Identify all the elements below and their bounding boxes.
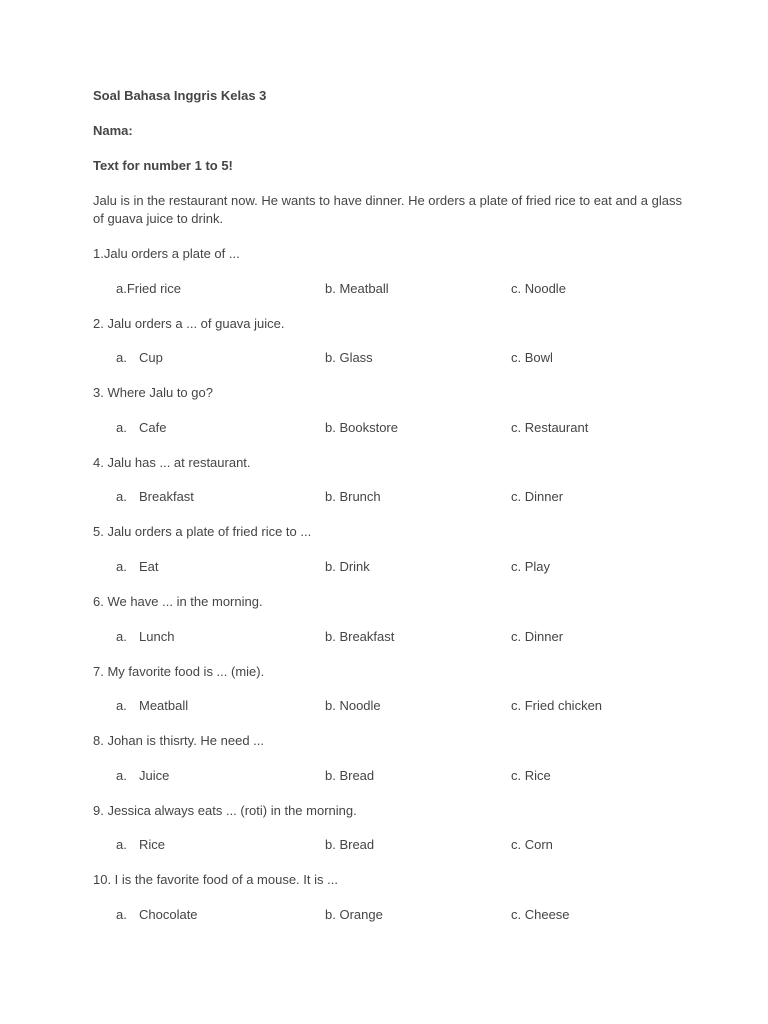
option-a: [116, 488, 194, 506]
question-text: 6. We have ... in the morning.: [93, 594, 263, 609]
option-letter: a.: [116, 489, 127, 505]
option-a-text: Rice: [139, 837, 166, 853]
option-a: [116, 349, 163, 367]
reading-passage: Jalu is in the restaurant now. He wants to have dinner. He orders a plate of fried rice to eat and a glass of guava juice to drink.: [93, 193, 682, 226]
question-text: 3. Where Jalu to go?: [93, 385, 213, 401]
document-title: Soal Bahasa Inggris Kelas 3: [93, 88, 267, 103]
option-b: b. Glass: [325, 350, 373, 366]
option-a-text: Chocolate: [139, 906, 198, 922]
option-c: c. Cheese: [511, 906, 570, 922]
option-c: c. Play: [511, 558, 551, 574]
option-a: a.Fried rice: [116, 280, 182, 296]
option-letter: a.: [116, 419, 127, 435]
question-text: 2. Jalu orders a ... of guava juice.: [93, 315, 285, 331]
option-a-text: Cup: [139, 350, 163, 366]
option-a-text: Cafe: [139, 419, 167, 435]
question-text: 1.Jalu orders a plate of ...: [93, 246, 240, 261]
option-c: c. Bowl: [511, 350, 553, 366]
option-b: b. Bread: [325, 837, 375, 853]
option-a: [116, 697, 188, 715]
instruction: Text for number 1 to 5!: [93, 158, 233, 173]
question-text: 9. Jessica always eats ... (roti) in the morning.: [93, 802, 357, 818]
option-c: c. Restaurant: [511, 419, 589, 435]
option-a-text: Meatball: [139, 698, 189, 714]
option-b: b. Noodle: [325, 698, 381, 714]
option-c: c. Fried chicken: [511, 698, 603, 714]
option-letter: a.: [116, 906, 127, 922]
option-b: b. Drink: [325, 558, 370, 574]
option-a: [116, 767, 169, 785]
option-a: [116, 558, 159, 576]
option-a: [116, 419, 166, 437]
option-b: b. Bookstore: [325, 419, 398, 435]
option-letter: a.: [116, 558, 127, 574]
option-c: c. Dinner: [511, 489, 564, 505]
option-a-text: Juice: [139, 767, 170, 783]
option-b: b. Brunch: [325, 489, 381, 505]
option-a-text: Breakfast: [139, 489, 194, 505]
option-c: c. Rice: [511, 767, 551, 783]
question-text: 4. Jalu has ... at restaurant.: [93, 454, 251, 470]
question-text: 8. Johan is thisrty. He need ...: [93, 733, 265, 749]
question-text: 10. I is the favorite food of a mouse. It is ...: [93, 872, 338, 888]
option-a: [116, 836, 165, 854]
option-letter: a.: [116, 628, 127, 644]
option-letter: a.: [116, 698, 127, 714]
option-b: b. Breakfast: [325, 628, 395, 644]
option-a-text: Eat: [139, 558, 159, 574]
option-b: b. Bread: [325, 767, 375, 783]
question-text: 5. Jalu orders a plate of fried rice to ...: [93, 524, 312, 540]
option-letter: a.: [116, 767, 127, 783]
option-b: b. Meatball: [325, 280, 389, 296]
option-c: c. Noodle: [511, 280, 566, 296]
option-a: [116, 906, 198, 924]
option-a-text: Lunch: [139, 628, 175, 644]
option-letter: a.: [116, 837, 127, 853]
option-a: [116, 628, 174, 646]
option-b: b. Orange: [325, 906, 383, 922]
option-letter: a.: [116, 350, 127, 366]
question-text: 7. My favorite food is ... (mie).: [93, 663, 265, 679]
name-label: Nama:: [93, 123, 133, 138]
option-c: c. Dinner: [511, 628, 564, 644]
option-c: c. Corn: [511, 837, 553, 853]
